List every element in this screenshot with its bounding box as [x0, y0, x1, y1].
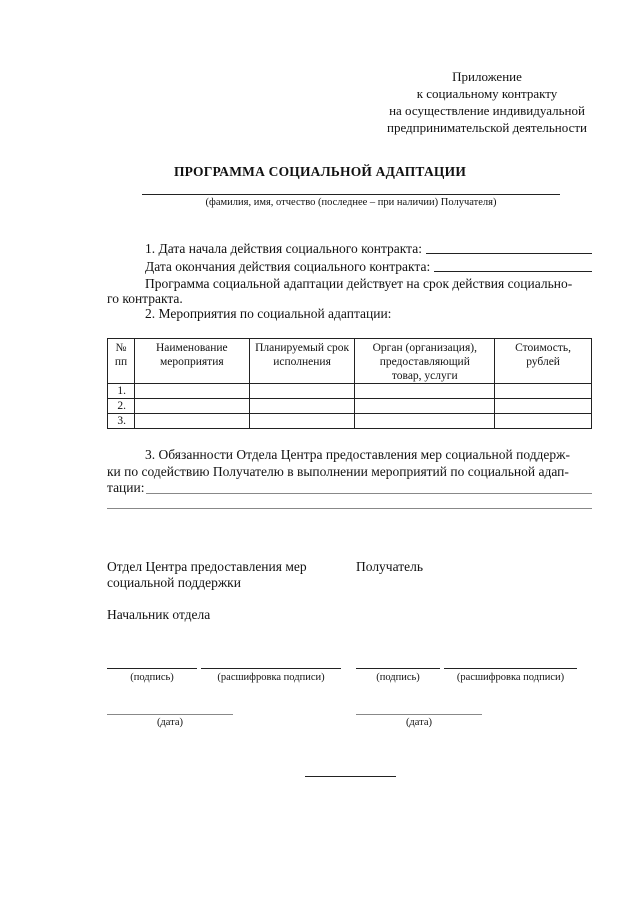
right-party-name: Получатель — [356, 559, 424, 574]
left-signature-caption: (подпись) — [130, 672, 174, 683]
contract-start-field[interactable] — [426, 253, 592, 254]
left-date-line[interactable] — [107, 714, 233, 715]
duties-line-1: 3. Обязанности Отдела Центра предоставления мер социальной поддерж- — [145, 447, 570, 462]
row-name-cell[interactable] — [134, 384, 249, 399]
contract-end-label: Дата окончания действия социального контракта: — [145, 259, 431, 274]
row-term-cell[interactable] — [249, 399, 355, 414]
row-term-cell[interactable] — [249, 384, 355, 399]
left-date-caption: (дата) — [156, 717, 184, 728]
left-position: Начальник отдела — [107, 607, 211, 622]
contract-end-row — [107, 259, 592, 274]
right-date-caption: (дата) — [405, 717, 433, 728]
row-org-cell[interactable] — [355, 414, 495, 429]
section-3 — [107, 447, 592, 497]
duties-extra-line[interactable] — [107, 508, 592, 509]
appendix-line-4: предпринимательской деятельности — [387, 120, 587, 135]
col-term-header: Планируемый срок исполнения — [249, 339, 355, 384]
duties-line-3-row — [107, 480, 592, 497]
row-cost-cell[interactable] — [495, 384, 592, 399]
left-signature-line[interactable] — [107, 668, 197, 669]
col-number-header: № пп — [108, 339, 135, 384]
contract-start-row — [107, 241, 592, 256]
recipient-caption: (фамилия, имя, отчество (последнее – при наличии) Получателя) — [205, 197, 497, 208]
table-row — [108, 384, 592, 399]
appendix-line-2: к социальному контракту — [416, 86, 558, 101]
row-name-cell[interactable] — [134, 399, 249, 414]
left-transcript-line[interactable] — [201, 668, 341, 669]
row-cost-cell[interactable] — [495, 414, 592, 429]
right-transcript-line[interactable] — [444, 668, 577, 669]
col-org-header: Орган (организация), предоставляющий товар, услуги — [355, 339, 495, 384]
row-cost-cell[interactable] — [495, 399, 592, 414]
right-signature-caption: (подпись) — [376, 672, 420, 683]
right-signature-line[interactable] — [356, 668, 440, 669]
col-cost-header: Стоимость, рублей — [495, 339, 592, 384]
right-transcript-caption: (расшифровка подписи) — [456, 672, 565, 683]
recipient-name-line[interactable] — [142, 194, 560, 195]
appendix-line-3: на осуществление индивидуальной — [389, 103, 585, 118]
contract-end-field[interactable] — [434, 271, 592, 272]
row-number: 1. — [108, 384, 135, 399]
row-term-cell[interactable] — [249, 414, 355, 429]
row-name-cell[interactable] — [134, 414, 249, 429]
left-org-line-2: социальной поддержки — [107, 575, 241, 590]
term-line-1: Программа социальной адаптации действует на срок действия социально- — [145, 276, 573, 291]
duties-line-2: ки по содействию Получателю в выполнении мероприятий по социальной адап- — [107, 463, 569, 479]
left-org-name — [107, 559, 307, 591]
left-org-line-1: Отдел Центра предоставления мер — [107, 559, 307, 574]
section-2-heading: 2. Мероприятия по социальной адаптации: — [145, 306, 392, 321]
row-number: 2. — [108, 399, 135, 414]
left-transcript-caption: (расшифровка подписи) — [217, 672, 325, 683]
row-number: 3. — [108, 414, 135, 429]
row-org-cell[interactable] — [355, 399, 495, 414]
duties-line-3: тации: — [107, 480, 145, 495]
contract-start-label: 1. Дата начала действия социального контракта: — [145, 241, 422, 256]
document-title: ПРОГРАММА СОЦИАЛЬНОЙ АДАПТАЦИИ — [173, 164, 467, 179]
right-date-line[interactable] — [356, 714, 482, 715]
table-header-row — [108, 339, 592, 384]
table-row — [108, 399, 592, 414]
term-line-2: го контракта. — [107, 291, 183, 306]
activities-table — [107, 338, 592, 429]
col-name-header: Наименование мероприятия — [134, 339, 249, 384]
appendix-header — [387, 68, 587, 136]
duties-fill-line[interactable] — [146, 493, 592, 494]
table-row — [108, 414, 592, 429]
section-1 — [107, 241, 592, 321]
closing-divider — [305, 776, 396, 777]
row-org-cell[interactable] — [355, 384, 495, 399]
appendix-line-1: Приложение — [452, 69, 522, 84]
